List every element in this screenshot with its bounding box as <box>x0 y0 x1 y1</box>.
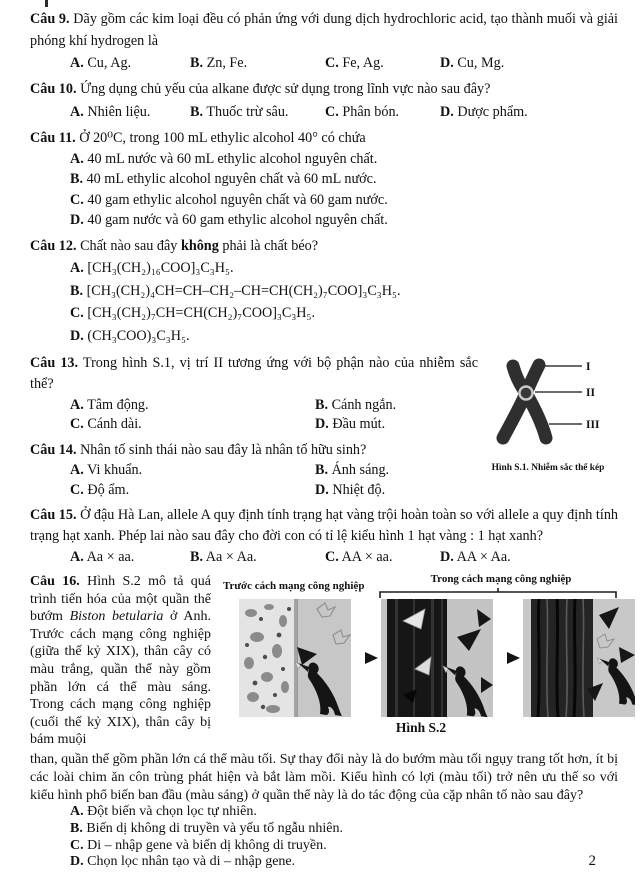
questions-13-14-column <box>30 353 478 506</box>
option-letter: B. <box>190 549 204 565</box>
question-15-body: Ở đậu Hà Lan, allele A quy định tính trạng hạt vàng trội hoàn toàn so với allele a quy định tính trạng hạt xanh. Phép lai nào sau đây cho đời con có tỉ lệ kiểu hình 1 hạt vàng : 1 hạt xanh? <box>30 507 619 544</box>
question-16-options <box>30 804 618 870</box>
option-text: Cánh ngắn. <box>331 396 397 413</box>
question-9-label: Câu 9. <box>30 11 70 27</box>
option-text: Nhiên liệu. <box>87 103 151 120</box>
figure-s2-header-before: Trước cách mạng công nghiệp <box>223 580 365 592</box>
question-15-text <box>30 505 618 547</box>
question-11-text <box>30 128 618 150</box>
question-11-option-a <box>70 149 618 169</box>
option-text: Đầu mút. <box>332 416 386 432</box>
question-16-option-c <box>70 838 618 855</box>
figure-s2-panels <box>221 599 618 717</box>
question-12-option-d <box>70 325 618 348</box>
question-13-option-d <box>315 415 478 435</box>
question-11-option-c <box>70 190 618 210</box>
question-14-body: Nhân tố sinh thái nào sau đây là nhân tố hữu sinh? <box>80 441 367 458</box>
question-13-text <box>30 353 478 396</box>
question-10-label: Câu 10. <box>30 81 77 97</box>
question-9 <box>30 9 618 74</box>
question-16-intro <box>30 573 211 749</box>
question-13-option-b <box>315 396 478 416</box>
option-letter: A. <box>70 462 84 478</box>
question-10-options <box>30 101 618 123</box>
question-16-intro-post: ở Anh. Trước cách mạng công nghiệp (giữa thế kỷ XIX), thân cây có màu trắng, quần thể này gồm phần lớn cá thể màu sáng. Trong cách mạng công nghiệp (cuối thế kỷ XIX), thân cây bị bám muội <box>30 609 211 748</box>
option-letter: A. <box>70 804 84 820</box>
option-text: Độ ẩm. <box>87 481 130 498</box>
option-text: 40 gam nước và 60 gam ethylic alcohol nguyên chất. <box>87 212 388 229</box>
question-14-option-d <box>315 481 478 501</box>
option-text: Zn, Fe. <box>206 55 248 71</box>
question-12-text <box>30 236 618 258</box>
question-14-text <box>30 440 478 462</box>
question-9-body: Dãy gồm các kim loại đều có phản ứng với dung dịch hydrochloric acid, tạo thành muối và giải phóng khí hydrogen là <box>30 11 618 49</box>
panel-during-dark-trunk <box>381 599 493 717</box>
question-14-option-c <box>70 481 315 501</box>
question-16-row <box>30 573 618 749</box>
option-letter: C. <box>70 191 84 208</box>
option-letter: D. <box>315 416 329 432</box>
option-letter: A. <box>70 103 84 120</box>
option-letter: C. <box>70 416 84 432</box>
option-text: Thuốc trừ sâu. <box>206 103 289 120</box>
option-letter: B. <box>190 55 204 71</box>
question-10-option-c <box>325 101 440 123</box>
option-letter: B. <box>70 282 84 299</box>
option-text: (CH₃COO)₃C₃H₅. <box>87 327 190 344</box>
question-12 <box>30 236 618 348</box>
option-letter: B. <box>190 103 204 120</box>
option-letter: C. <box>70 481 84 498</box>
question-11-options <box>30 149 618 231</box>
option-letter: A. <box>70 396 84 413</box>
question-15-label: Câu 15. <box>30 507 77 523</box>
question-14-label: Câu 14. <box>30 441 77 458</box>
option-letter: D. <box>70 854 84 870</box>
question-16-option-a <box>70 804 618 821</box>
figure-s1 <box>478 353 618 506</box>
option-letter: C. <box>70 305 84 322</box>
question-12-body-pre: Chất nào sau đây <box>80 237 181 254</box>
option-letter: B. <box>70 820 83 836</box>
option-text: Ánh sáng. <box>331 462 390 478</box>
option-text: Cu, Mg. <box>457 55 505 71</box>
figure-s1-label-iii: III <box>586 418 600 431</box>
figure-s1-label-ii: II <box>586 386 595 399</box>
option-letter: C. <box>325 55 339 71</box>
question-10-text <box>30 79 618 101</box>
question-15-option-c <box>325 547 440 568</box>
arrow-icon <box>351 649 381 667</box>
question-16-label: Câu 16. <box>30 574 80 589</box>
option-text: Di – nhập gene và biến dị không di truyền. <box>87 837 327 853</box>
question-13-options <box>30 396 478 435</box>
question-10-option-a <box>70 101 190 123</box>
question-16-option-d <box>70 854 618 871</box>
question-12-option-c <box>70 302 618 325</box>
figure-s2-header-during: Trong cách mạng công nghiệp <box>430 573 572 585</box>
question-9-option-a <box>70 52 190 74</box>
option-letter: C. <box>325 549 339 565</box>
question-13 <box>30 353 478 435</box>
option-text: Biến dị không di truyền và yếu tố ngẫu nhiên. <box>86 820 343 836</box>
option-letter: D. <box>440 55 454 71</box>
arrow-icon <box>493 649 523 667</box>
question-9-option-b <box>190 52 325 74</box>
question-14-option-a <box>70 461 315 481</box>
question-11-label: Câu 11. <box>30 129 76 146</box>
question-9-text <box>30 9 618 52</box>
questions-13-14-row <box>30 353 618 506</box>
panel-before-light-trunk <box>239 599 351 717</box>
question-15-option-a <box>70 547 190 568</box>
figure-s1-label-i: I <box>586 360 591 373</box>
option-text: AA × aa. <box>341 549 393 565</box>
question-16-option-b <box>70 821 618 838</box>
question-14-options <box>30 461 478 500</box>
question-9-option-c <box>325 52 440 74</box>
option-text: Vi khuẩn. <box>87 462 143 478</box>
option-text: Fe, Ag. <box>342 55 384 71</box>
option-text: Cánh dài. <box>87 416 142 432</box>
option-letter: A. <box>70 151 84 167</box>
figure-s1-caption: Hình S.1. Nhiễm sắc thể kép <box>491 462 605 473</box>
option-letter: C. <box>325 103 339 120</box>
question-15-option-d <box>440 547 618 568</box>
question-10-body: Ứng dụng chủ yếu của alkane được sử dụng trong lĩnh vực nào sau đây? <box>80 81 491 97</box>
question-15-options <box>30 547 618 568</box>
option-text: [CH₃(CH₂)₄CH=CH–CH₂–CH=CH(CH₂)₇COO]₃C₃H₅. <box>86 282 401 299</box>
option-text: 40 gam ethylic alcohol nguyên chất và 60 gam nước. <box>87 191 388 208</box>
question-12-body-bold: không <box>180 237 219 254</box>
question-16-intro-pre: Hình S.2 mô tả quá trình tiến hóa của một quần thể bướm <box>30 574 211 625</box>
option-text: Aa × Aa. <box>205 549 257 565</box>
question-12-label: Câu 12. <box>30 237 77 254</box>
question-14 <box>30 440 478 501</box>
figure-s2 <box>211 573 618 749</box>
figure-s2-bracket <box>379 588 619 598</box>
option-text: AA × Aa. <box>456 549 511 565</box>
option-text: 40 mL ethylic alcohol nguyên chất và 60 mL nước. <box>86 171 377 188</box>
option-text: Chọn lọc nhân tạo và di – nhập gene. <box>87 854 296 870</box>
option-text: Đột biến và chọn lọc tự nhiên. <box>87 804 257 820</box>
chromosome-illustration <box>482 353 614 453</box>
question-11-option-b <box>70 169 618 189</box>
option-letter: C. <box>70 837 84 853</box>
option-letter: D. <box>70 212 84 229</box>
question-13-body: Trong hình S.1, vị trí II tương ứng với bộ phận nào của nhiễm sắc thể? <box>30 354 478 392</box>
option-text: Aa × aa. <box>86 549 135 565</box>
option-letter: B. <box>315 462 329 478</box>
question-11-body: Ở 20⁰C, trong 100 mL ethylic alcohol 40° có chứa <box>79 129 366 146</box>
option-letter: B. <box>70 171 84 188</box>
option-text: Nhiệt độ. <box>332 481 386 498</box>
option-text: [CH₃(CH₂)₇CH=CH(CH₂)₇COO]₃C₃H₅. <box>87 305 316 322</box>
question-10-option-d <box>440 101 618 123</box>
option-text: 40 mL nước và 60 mL ethylic alcohol nguyên chất. <box>87 151 378 167</box>
scan-artifact <box>45 0 48 7</box>
question-15-option-b <box>190 547 325 568</box>
question-12-body-post: phải là chất béo? <box>218 237 319 254</box>
question-10 <box>30 79 618 123</box>
question-15 <box>30 505 618 568</box>
option-letter: B. <box>315 396 329 413</box>
option-letter: D. <box>440 103 454 120</box>
option-text: [CH₃(CH₂)₁₆COO]₃C₃H₅. <box>87 260 234 277</box>
figure-s2-headers <box>221 573 618 599</box>
centromere <box>520 386 533 399</box>
option-text: Cu, Ag. <box>87 55 132 71</box>
question-10-option-b <box>190 101 325 123</box>
question-12-option-a <box>70 257 618 280</box>
trunk-edge-shadow <box>294 599 298 717</box>
figure-s2-caption: Hình S.2 <box>395 720 447 735</box>
question-14-option-b <box>315 461 478 481</box>
option-letter: D. <box>315 481 329 498</box>
option-letter: D. <box>440 549 454 565</box>
question-11 <box>30 128 618 231</box>
option-text: Phân bón. <box>342 103 400 120</box>
panel-during-selection <box>523 599 635 717</box>
option-text: Dược phẩm. <box>457 103 528 120</box>
question-9-options <box>30 52 618 74</box>
option-text: Tâm động. <box>87 396 149 413</box>
question-12-option-b <box>70 280 618 303</box>
question-12-options <box>30 257 618 347</box>
option-letter: D. <box>70 327 84 344</box>
species-name: Biston betularia <box>69 609 164 625</box>
question-13-option-c <box>70 415 315 435</box>
question-16-continuation: than, quần thể gồm phần lớn cá thể màu tối. Sự thay đổi này là do bướm màu tối ngụy trang tốt hơn, ít bị các loài chim ăn côn trùng phát hiện và bắt làm mồi. Kiểu hình có lợi (màu tối) trở nên ưu thế so với kiểu hình phổ biến ban đầu (màu sáng) ở quần thể này là do tác động của cặp nhân tố nào sau đây? <box>30 751 618 803</box>
question-11-option-d <box>70 210 618 230</box>
question-13-option-a <box>70 396 315 416</box>
question-9-option-d <box>440 52 618 74</box>
page-number: 2 <box>588 853 596 869</box>
option-letter: A. <box>70 549 84 565</box>
question-13-label: Câu 13. <box>30 354 79 371</box>
option-letter: A. <box>70 55 84 71</box>
option-letter: A. <box>70 260 84 277</box>
